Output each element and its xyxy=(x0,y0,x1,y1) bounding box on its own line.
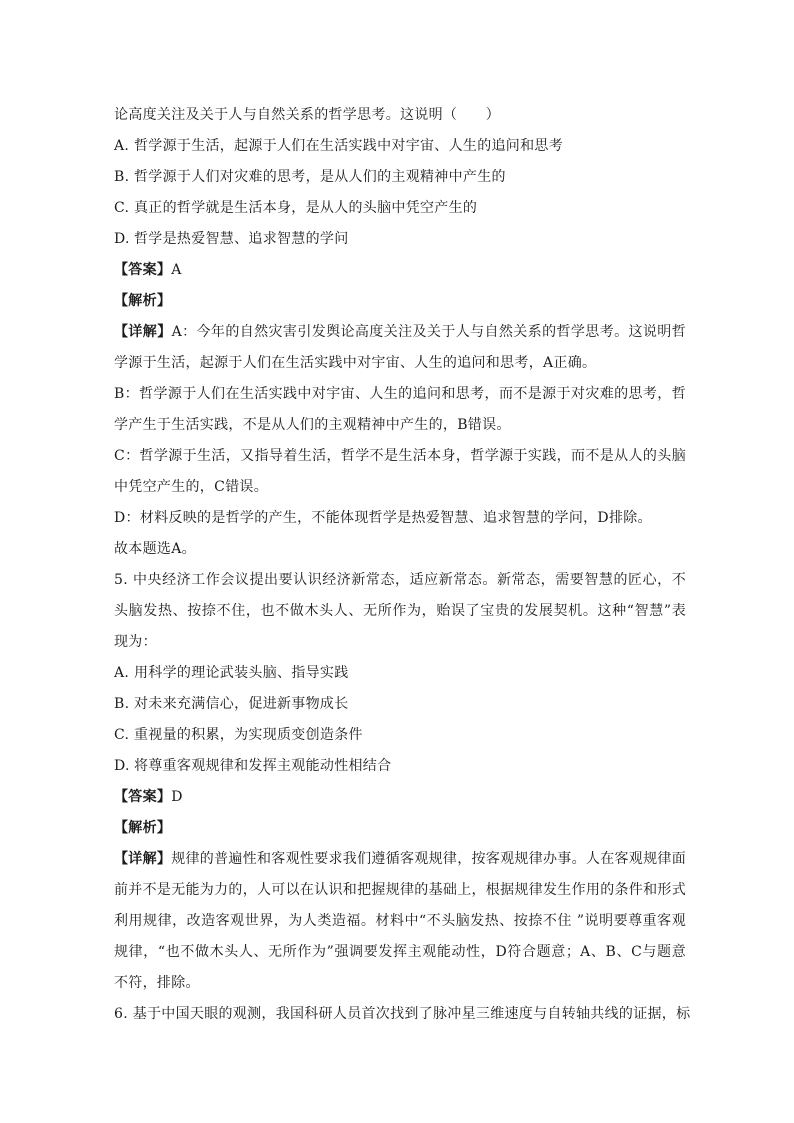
q4-answer xyxy=(114,255,686,286)
q5-option-a xyxy=(114,658,686,689)
answer-value: D xyxy=(171,789,183,805)
q4-option-c xyxy=(114,193,686,224)
q4-option-d xyxy=(114,224,686,255)
q5-option-d xyxy=(114,751,686,782)
q5-option-c xyxy=(114,720,686,751)
option-text: 对未来充满信心，促进新事物成长 xyxy=(134,696,349,712)
q5-answer xyxy=(114,782,686,813)
option-letter: A. xyxy=(114,138,130,154)
option-letter: D. xyxy=(114,758,130,774)
detail-label: 【详解】 xyxy=(114,851,172,867)
option-text: 哲学源于人们对灾难的思考，是从人们的主观精神中产生的 xyxy=(134,169,506,185)
q4-detail-a xyxy=(114,317,686,379)
option-text: 用科学的理论武装头脑、指导实践 xyxy=(134,665,349,681)
detail-text: 规律的普遍性和客观性要求我们遵循客观规律，按客观规律办事。人在客观规律面前并不是无能为力的，人可以在认识和把握规律的基础上，根据规律发生作用的条件和形式利用规律，改造客观世界，为人类造福。材料中“不头脑发热、按捺不住 ”说明要尊重客观规律，“也不做木头人、无所作为”强调要发挥主观能动性，D符合题意；A、B、C与题意不符，排除。 xyxy=(114,851,687,991)
q6-stem-head: 6. 基于中国天眼的观测，我国科研人员首次找到了脉冲星三维速度与自转轴共线的证据，标 xyxy=(114,1006,691,1022)
page-content xyxy=(114,100,691,1030)
q4-conclusion: 故本题选A。 xyxy=(114,541,196,557)
q4-stem-tail: 论高度关注及关于人与自然关系的哲学思考。这说明（ ） xyxy=(114,107,501,123)
q5-analysis-heading xyxy=(114,813,686,844)
q4-detail-b: B：哲学源于人们在生活实践中对宇宙、人生的追问和思考，而不是源于对灾难的思考，哲学产生于生活实践，不是从人们的主观精神中产生的，B错误。 xyxy=(114,386,686,433)
detail-label: 【详解】 xyxy=(114,324,172,340)
q4-option-a xyxy=(114,131,686,162)
answer-label: 【答案】 xyxy=(114,789,172,805)
answer-value: A xyxy=(171,262,182,278)
q4-option-b xyxy=(114,162,686,193)
option-text: 真正的哲学就是生活本身，是从人的头脑中凭空产生的 xyxy=(134,200,478,216)
q5-option-b xyxy=(114,689,686,720)
option-letter: C. xyxy=(114,727,130,743)
analysis-label: 【解析】 xyxy=(114,820,172,836)
option-letter: D. xyxy=(114,231,130,247)
option-text: 将尊重客观规律和发挥主观能动性相结合 xyxy=(134,758,392,774)
q4-detail-d: D：材料反映的是哲学的产生，不能体现哲学是热爱智慧、追求智慧的学问，D排除。 xyxy=(114,510,652,526)
q5-stem: 5. 中央经济工作会议提出要认识经济新常态，适应新常态。新常态，需要智慧的匠心，不头脑发热、按捺不住，也不做木头人、无所作为，贻误了宝贵的发展契机。这种“智慧”表现为： xyxy=(114,572,686,650)
option-letter: C. xyxy=(114,200,130,216)
option-letter: B. xyxy=(114,696,130,712)
analysis-label: 【解析】 xyxy=(114,293,172,309)
q4-detail-c: C：哲学源于生活，又指导着生活，哲学不是生活本身，哲学源于实践，而不是从人的头脑中凭空产生的，C错误。 xyxy=(114,448,686,495)
q4-analysis-heading xyxy=(114,286,686,317)
option-text: 重视量的积累，为实现质变创造条件 xyxy=(134,727,363,743)
option-letter: A. xyxy=(114,665,130,681)
answer-label: 【答案】 xyxy=(114,262,172,278)
q5-detail xyxy=(114,844,686,999)
option-letter: B. xyxy=(114,169,130,185)
option-text: 哲学是热爱智慧、追求智慧的学问 xyxy=(134,231,349,247)
option-text: 哲学源于生活，起源于人们在生活实践中对宇宙、人生的追问和思考 xyxy=(134,138,563,154)
detail-text: A：今年的自然灾害引发舆论高度关注及关于人与自然关系的哲学思考。这说明哲学源于生活，起源于人们在生活实践中对宇宙、人生的追问和思考，A正确。 xyxy=(114,324,686,371)
